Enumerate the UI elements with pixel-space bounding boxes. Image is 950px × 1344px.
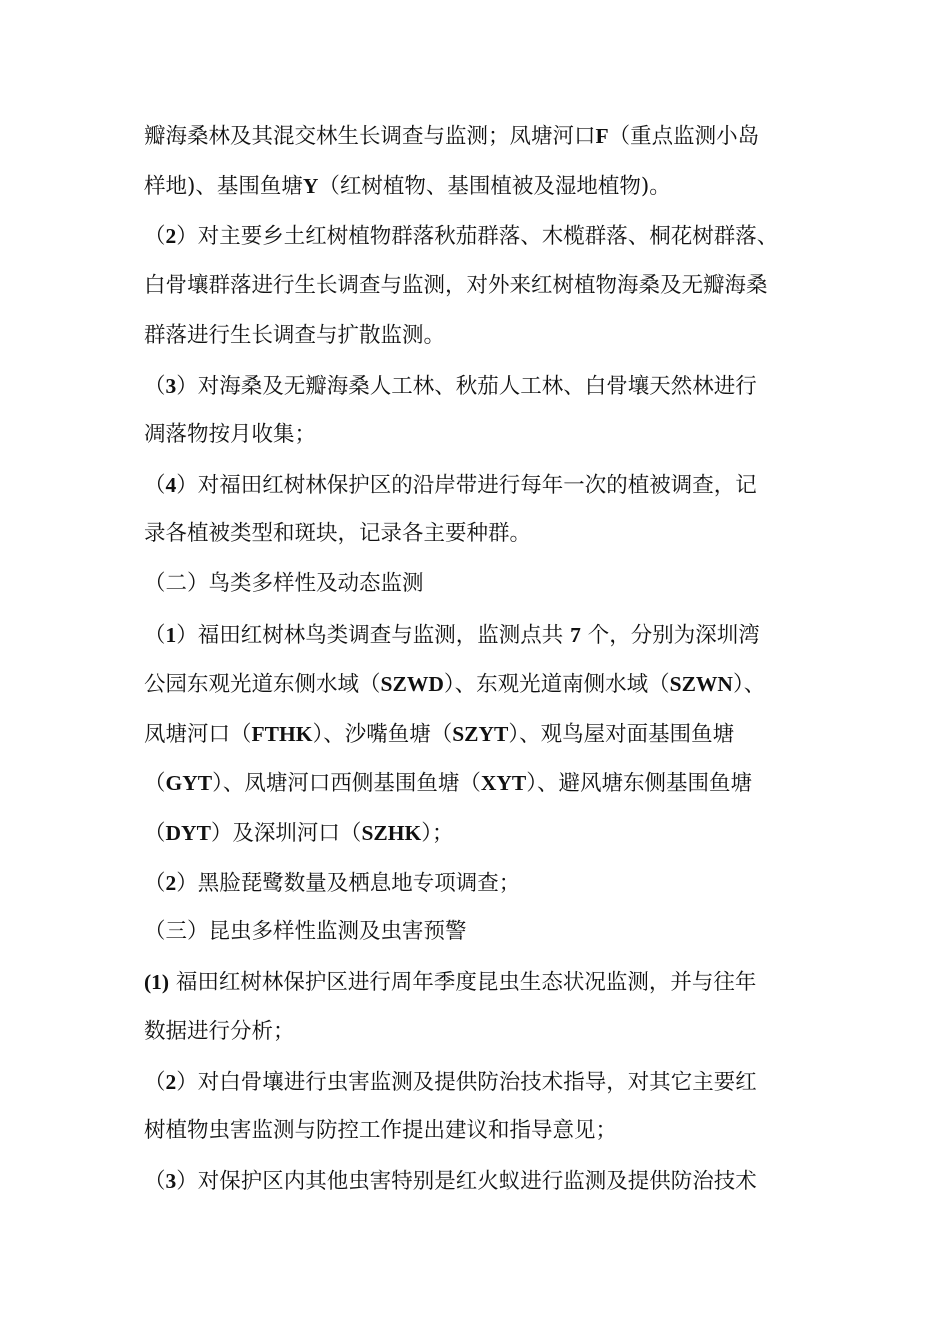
text-segment: 瓣海桑林及其混交林生长调查与监测；凤塘河口 [144, 124, 596, 149]
text-segment: ）、东观光道南侧水域（ [443, 672, 670, 697]
bold-text-segment: 3 [165, 374, 177, 398]
text-segment: ）对保护区内其他虫害特别是红火蚁进行监测及提供防治技术 [176, 1169, 757, 1194]
bold-text-segment: (1) [144, 970, 170, 994]
text-segment: 群落进行生长调查与扩散监测。 [144, 323, 446, 348]
text-line [144, 620, 804, 651]
bold-text-segment: F [595, 124, 609, 148]
text-line [144, 221, 804, 252]
text-segment: 凤塘河口（ [144, 722, 252, 747]
bold-text-segment: SZWD [380, 672, 444, 696]
text-segment: （ [144, 871, 166, 896]
text-line [144, 321, 804, 351]
text-line [144, 818, 804, 849]
text-line [144, 1017, 804, 1047]
text-line [144, 768, 804, 799]
bold-text-segment: Y [302, 174, 319, 198]
text-segment: （ [144, 821, 166, 846]
text-line [144, 470, 804, 501]
bold-text-segment: 7 [570, 623, 581, 647]
bold-text-segment: 2 [165, 224, 177, 248]
text-segment: （ [144, 623, 166, 648]
text-line [144, 171, 804, 202]
text-segment: （ [144, 473, 166, 498]
text-line [144, 967, 804, 998]
text-line [144, 271, 804, 301]
bold-text-segment: 4 [165, 473, 177, 497]
bold-text-segment: FTHK [251, 722, 313, 746]
text-segment: ）、凤塘河口西侧基围鱼塘（ [212, 771, 481, 796]
text-segment: ）及深圳河口（ [210, 821, 362, 846]
text-line [144, 121, 804, 152]
text-segment: ）黑脸琵鹭数量及栖息地专项调查； [176, 871, 521, 896]
text-segment: （ [144, 771, 166, 796]
text-segment: ）对主要乡土红树植物群落秋茄群落、木榄群落、桐花树群落、 [176, 224, 779, 249]
bold-text-segment: SZHK [361, 821, 422, 845]
text-line [144, 669, 804, 700]
text-segment: ）、 [732, 672, 766, 697]
bold-text-segment: 2 [165, 871, 177, 895]
text-segment: 白骨壤群落进行生长调查与监测，对外来红树植物海桑及无瓣海桑 [144, 273, 768, 298]
bold-text-segment: DYT [165, 821, 211, 845]
text-segment: ）福田红树林鸟类调查与监测，监测点共 [176, 623, 571, 648]
text-segment: 录各植被类型和斑块，记录各主要种群。 [144, 521, 532, 546]
text-segment: ）对福田红树林保护区的沿岸带进行每年一次的植被调查，记 [176, 473, 757, 498]
text-line [144, 1116, 804, 1146]
text-line [144, 868, 804, 899]
text-segment: 公园东观光道东侧水域（ [144, 672, 381, 697]
bold-text-segment: XYT [480, 771, 527, 795]
text-line [144, 719, 804, 750]
text-segment: （三）昆虫多样性监测及虫害预警 [144, 919, 467, 944]
text-segment: （ [144, 374, 166, 399]
bold-text-segment: SZWN [669, 672, 733, 696]
text-segment: （ [144, 1169, 166, 1194]
text-segment: ）对白骨壤进行虫害监测及提供防治技术指导，对其它主要红 [176, 1070, 757, 1095]
text-segment: 数据进行分析； [144, 1019, 295, 1044]
text-segment: ）、沙嘴鱼塘（ [312, 722, 453, 747]
text-line [144, 1166, 804, 1197]
text-segment: 凋落物按月收集； [144, 422, 317, 447]
text-segment: 样地)、基围鱼塘 [144, 174, 303, 199]
bold-text-segment: 1 [165, 623, 177, 647]
text-segment: （重点监测小岛 [608, 124, 760, 149]
text-line [144, 1067, 804, 1098]
bold-text-segment: 3 [165, 1169, 177, 1193]
text-segment: （红树植物、基围植被及湿地植物)。 [318, 174, 671, 199]
section-heading [144, 569, 804, 599]
text-segment: 福田红树林保护区进行周年季度昆虫生态状况监测，并与往年 [169, 970, 757, 995]
text-segment: ）； [421, 821, 454, 846]
bold-text-segment: SZYT [452, 722, 509, 746]
text-segment: ）对海桑及无瓣海桑人工林、秋茄人工林、白骨壤天然林进行 [176, 374, 757, 399]
bold-text-segment: GYT [165, 771, 213, 795]
text-segment: 个，分别为深圳湾 [580, 623, 760, 648]
text-line [144, 371, 804, 402]
text-line [144, 519, 804, 549]
text-segment: （二）鸟类多样性及动态监测 [144, 571, 424, 596]
text-segment: （ [144, 224, 166, 249]
text-segment: ）、避风塘东侧基围鱼塘 [526, 771, 753, 796]
bold-text-segment: 2 [165, 1070, 177, 1094]
text-line [144, 420, 804, 450]
text-segment: （ [144, 1070, 166, 1095]
text-segment: 树植物虫害监测与防控工作提出建议和指导意见； [144, 1118, 618, 1143]
section-heading [144, 917, 804, 947]
text-segment: ）、观鸟屋对面基围鱼塘 [508, 722, 735, 747]
